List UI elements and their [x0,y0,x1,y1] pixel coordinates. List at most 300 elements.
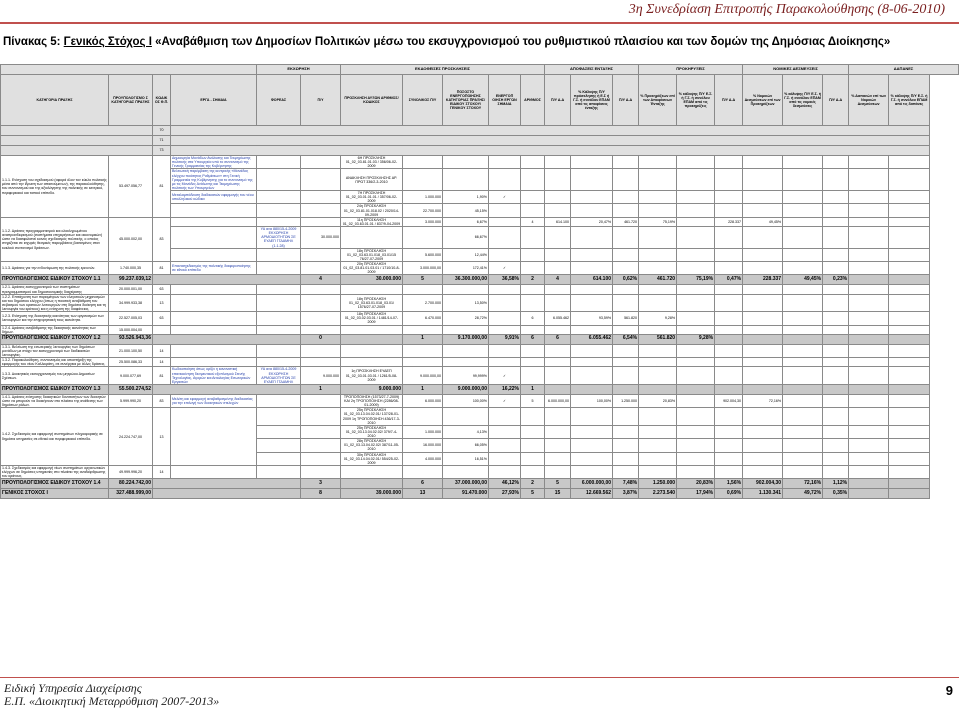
decision-coverage [571,367,613,385]
activation-percent [443,285,489,294]
fund-agency [257,169,301,191]
invitation-code [341,227,403,249]
procurement-budget [613,408,639,426]
procurement-percent: 9,28% [639,312,677,325]
invitation-code [341,358,403,367]
category-label: 1.1.3. Δράσεις για την ενδυνάμωση της πολιτικής ερευνών. [1,262,109,275]
category-code: 13 [153,294,171,312]
group-header: ΠΡΟΚΗΡΥΞΕΙΣ [639,65,743,75]
total-value: 6 [403,479,443,489]
legal-percent [743,358,783,367]
spend-budget [823,325,849,334]
decision-coverage: 20,47% [571,217,613,226]
procurement-coverage [677,169,715,191]
procurement-coverage [677,248,715,261]
activation-percent: 100,00% [443,394,489,407]
procurement-coverage [677,358,715,367]
decision-budget: 6.055.462 [545,312,571,325]
decision-coverage: 93,59% [571,312,613,325]
total-blank [153,479,301,489]
flagship-project [171,312,257,325]
total-budget-value: 99.237.039,12 [109,275,153,285]
total-value: 30.000.000 [341,275,403,285]
procurement-percent [639,285,677,294]
budget-value [301,358,341,367]
total-budget [403,358,443,367]
procurement-budget [613,358,639,367]
invitation-code: 20η ΠΡΟΣΚΛΗΣΗ 01_02_03.81.01.03.01 / 1710/10-8-2009 [341,262,403,275]
code-fill [171,136,930,146]
flagship-project [171,465,257,478]
procurement-budget: 461.720 [613,217,639,226]
procurement-budget [613,465,639,478]
spend-coverage [889,325,930,334]
flagship-check: ✓ [489,367,521,385]
total-value [677,384,715,394]
table-row [1,275,959,285]
category-code: 81 [153,156,171,218]
fund-agency: ΥΑ ανα 880/15-4-2009 ΕΚΧΩΡΗΣΗ ΑΡΜΟΔΙΟΤΗΤΩΝ ΣΕ ΕΥΔΕΠ ΓΓΔΑΜΗΛ (1.1.28) [257,227,301,249]
legal-percent [743,294,783,312]
group-header: ΝΟΜΙΚΕΣ ΔΕΣΜΕΥΣΕΙΣ [743,65,849,75]
spend-percent [849,191,889,204]
decision-count: 6 [521,312,545,325]
procurement-coverage [677,294,715,312]
total-value: 16,22% [489,384,521,394]
decision-budget [545,191,571,204]
flagship-project [171,204,257,217]
procurement-percent [639,367,677,385]
decision-budget [545,204,571,217]
table-row [1,384,959,394]
decision-budget [545,425,571,438]
procurement-coverage [677,452,715,465]
procurement-percent: 75,19% [639,217,677,226]
total-budget-value: 55.500.274,52 [109,384,153,394]
spend-coverage [889,217,930,226]
activation-percent: 172,41% [443,262,489,275]
decision-coverage [571,465,613,478]
budget-value [301,248,341,261]
total-value [889,334,930,344]
total-budget: 6.000.000 [403,394,443,407]
flagship-check [489,358,521,367]
total-value: 6.000.000,00 [571,479,613,489]
total-value: 1,56% [715,479,743,489]
total-value [849,384,889,394]
procurement-budget [613,156,639,169]
decision-coverage [571,191,613,204]
spend-percent [849,408,889,426]
total-value: 2 [521,479,545,489]
legal-percent [743,408,783,426]
legal-coverage [783,312,823,325]
column-header: ΚΑΤΗΓΟΡΙΑ ΠΡΑΞΗΣ [1,75,109,126]
column-header: Π/Υ Δ.Δ [613,75,639,126]
spend-percent [849,169,889,191]
decision-budget [545,248,571,261]
category-label: 1.4.3. Σχεδιασμός και εφαρμογή νέων συστημάτων οργανωτικών ελέγχων σε δημόσιες υπηρεσίες στο πλαίσιο της αναδιάρθρωσης του κράτους. [1,465,109,478]
procurement-percent [639,204,677,217]
spend-budget [823,156,849,169]
category-budget: 22.527.005,03 [109,312,153,325]
decision-count [521,358,545,367]
flagship-project [171,408,257,466]
decision-count [521,262,545,275]
legal-coverage [783,191,823,204]
spend-percent [849,394,889,407]
category-budget: 5.999.990,20 [109,394,153,407]
decision-budget [545,294,571,312]
decision-count [521,325,545,334]
category-label: 1.2.3. Ενίσχυση της διοικητικής ικανότητας των οργανισμών των λειτουργιών και την επιχειρησιακή τους ικανότητα. [1,312,109,325]
total-value [889,275,930,285]
procurement-budget [613,344,639,357]
spend-coverage [889,344,930,357]
total-value [715,334,743,344]
activation-percent: 4,13% [443,425,489,438]
decision-budget [545,408,571,426]
legal-coverage [783,408,823,426]
fund-agency [257,204,301,217]
invitation-code: ΑΝΑΚΛΗΣΗ ΠΡΟΣΚΛΗΣΗΣ ΑΡ. ΠΡΩΤ 336/2-3-2010 [341,169,403,191]
category-code: 81 [153,262,171,275]
total-budget: 4.000.000 [403,452,443,465]
total-value: 0,35% [823,489,849,499]
spend-coverage [889,408,930,426]
footer-rule [0,677,959,678]
activation-percent: 6,67% [443,217,489,226]
decision-count [521,344,545,357]
table-row [1,312,959,325]
procurement-budget [613,452,639,465]
spend-budget [823,439,849,452]
flagship-project: Δημιουργία Μονάδων Ανάλυσης και Τεκμηρίωσης πολιτικής στα Υπουργεία υπό το συντονισμό της Γενικής Γραμματείας της Κυβέρνησης [171,156,257,169]
spend-budget [823,262,849,275]
spend-budget [823,425,849,438]
activation-percent: 66,05% [443,439,489,452]
total-budget: 3.000.000,00 [403,262,443,275]
total-budget [403,169,443,191]
total-label: ΠΡΟΥΠΟΛΟΓΙΣΜΟΣ ΕΙΔΙΚΟΥ ΣΤΟΧΟΥ 1.2 [1,334,109,344]
theme-code: 70 [153,126,171,136]
procurement-percent [639,408,677,426]
flagship-check [489,248,521,261]
table-row [1,358,959,367]
total-value: 91.470.000 [443,489,489,499]
decision-budget [545,325,571,334]
flagship-project [171,217,257,226]
fund-agency [257,325,301,334]
legal-budget [715,408,743,426]
procurement-coverage [677,394,715,407]
spend-budget [823,408,849,426]
spend-coverage [889,394,930,407]
total-value: 27,93% [489,489,521,499]
decision-budget [545,465,571,478]
legal-percent [743,262,783,275]
budget-value [301,344,341,357]
legal-coverage [783,439,823,452]
procurement-percent [639,344,677,357]
decision-count [521,169,545,191]
total-value: 8 [301,489,341,499]
legal-coverage [783,248,823,261]
decision-count [521,294,545,312]
invitation-code: 11η ΠΡΟΣΚΛΗΣΗ 01_02_03.63.01.01 / 837/9-04-2009 [341,217,403,226]
spend-budget [823,169,849,191]
legal-budget [715,191,743,204]
total-budget: 1.000.000 [403,191,443,204]
decision-coverage [571,294,613,312]
legal-budget [715,294,743,312]
procurement-percent: 20,83% [639,394,677,407]
decision-count: 5 [521,394,545,407]
category-label: 1.3.2. Παρακολούθηση, συντονισμός και υποστήριξη της εφαρμογής του νέου Καλλικράτη, σε συνέργεια με άλλες δράσεις. [1,358,109,367]
flagship-check [489,204,521,217]
activation-percent: 13,50% [443,294,489,312]
legal-budget [715,325,743,334]
total-value: 75,19% [677,275,715,285]
legal-budget [715,425,743,438]
total-budget-value: 93.526.943,36 [109,334,153,344]
category-code: 13 [153,408,171,466]
procurement-coverage [677,227,715,249]
decision-coverage [571,425,613,438]
budget-value [301,408,341,426]
table-row [1,126,959,136]
invitation-code: 28η ΠΡΟΣΚΛΗΣΗ 01_02_03.13.04.02.02/ 387/11-05-2010 [341,439,403,452]
legal-percent [743,465,783,478]
flagship-project [171,344,257,357]
spend-budget [823,312,849,325]
total-budget: 2.700.000 [403,294,443,312]
total-value: 5 [545,479,571,489]
total-value: 15 [545,489,571,499]
decision-count [521,285,545,294]
total-value: 9,91% [489,334,521,344]
total-value: 1 [301,384,341,394]
spend-percent [849,325,889,334]
flagship-check [489,312,521,325]
legal-budget [715,169,743,191]
decision-count [521,439,545,452]
total-value [823,334,849,344]
total-value: 2.273.540 [639,489,677,499]
column-header: Π/Υ Δ.Δ [823,75,849,126]
budget-value [301,204,341,217]
column-header: % Νομικών Δεσμεύσεων επί των Προκηρύξεων [743,75,783,126]
total-value [715,384,743,394]
decision-count [521,156,545,169]
total-value: 9,28% [677,334,715,344]
invitation-code: 1η ΠΡΟΣΚΛΗΣΗ ΕΥΔΕΠ 01_02_03.01.03.01 / 1261/5-08-2009 [341,367,403,385]
decision-coverage [571,262,613,275]
decision-coverage [571,248,613,261]
invitation-code [341,325,403,334]
legal-coverage [783,465,823,478]
activation-percent [443,358,489,367]
legal-coverage [783,358,823,367]
table-row [1,146,959,156]
conference-header: 3η Συνεδρίαση Επιτροπής Παρακολούθησης (8-06-2010) [628,2,945,17]
budget-value [301,452,341,465]
legal-budget [715,344,743,357]
budget-value [301,439,341,452]
legal-percent [743,325,783,334]
code-blank [1,126,153,136]
spend-percent [849,227,889,249]
budget-value [301,285,341,294]
table-row [1,294,959,312]
table-row [1,344,959,357]
flagship-check: ✓ [489,394,521,407]
total-budget-value: 80.224.742,00 [109,479,153,489]
legal-coverage [783,204,823,217]
total-value: 0,69% [715,489,743,499]
total-value [849,489,889,499]
total-value [889,384,930,394]
flagship-check [489,425,521,438]
category-budget: 49.999.996,20 [109,465,153,478]
total-value: 46,12% [489,479,521,489]
column-header: % κάλυψης Π/Υ Ε.Σ. ή Γ.Σ. ή συνόλου ΕΠΑΜ από τις δαπάνες [889,75,930,126]
spend-coverage [889,425,930,438]
budget-value [301,169,341,191]
total-blank [153,384,301,394]
spend-budget [823,191,849,204]
column-header: Π/Υ [301,75,341,126]
fund-agency [257,452,301,465]
legal-budget [715,367,743,385]
total-value: 1 [403,384,443,394]
spend-coverage [889,312,930,325]
flagship-project [171,248,257,261]
category-label: 1.1.2. Δράσεις προγραμματισμού και ολοκληρωμένου αναπροσδιορισμού (συστήματα επιχειρήσεων και οικονομικών) ώστε να διασφαλιστεί κοινός σχεδιασμός πολιτικής, ο οποίος στηρίζεται σε ισχυρές θεσμικές παρεμβάσεις βασισμένες στον κυκλικό συντονισμό δράσεων. [1,217,109,261]
flagship-project [171,325,257,334]
fund-agency [257,294,301,312]
invitation-code [341,344,403,357]
category-label: 1.3.3. Διοικητικός εκσυγχρονισμός του μητρώου Δημοσίων Σχέσεων. [1,367,109,385]
fund-agency [257,285,301,294]
category-budget: 45.000.002,00 [109,217,153,261]
table-row [1,65,959,75]
total-label: ΓΕΝΙΚΟΣ ΣΤΟΧΟΣ Ι [1,489,109,499]
procurement-budget [613,325,639,334]
decision-coverage [571,227,613,249]
title-prefix: Πίνακας 5: [3,36,64,48]
legal-budget: 902.004,30 [715,394,743,407]
decision-budget [545,156,571,169]
decision-coverage [571,408,613,426]
total-value: 6 [521,334,545,344]
procurement-coverage [677,217,715,226]
total-budget: 16.000.000 [403,439,443,452]
decision-budget [545,262,571,275]
total-value: 7,48% [613,479,639,489]
legal-coverage [783,227,823,249]
table-row [1,75,959,126]
decision-coverage [571,204,613,217]
total-value: 49,72% [783,489,823,499]
legal-coverage [783,344,823,357]
fund-agency [257,465,301,478]
legal-budget [715,312,743,325]
total-budget [403,325,443,334]
spend-coverage [889,439,930,452]
title-rest: «Αναβάθμιση των Δημοσίων Πολιτικών μέσω του εκσυγχρονισμού του ρυθμιστικού πλαισίου και των δομών της Δημόσιας Διοίκησης» [151,36,891,48]
decision-budget [545,358,571,367]
procurement-coverage [677,367,715,385]
spend-percent [849,294,889,312]
column-header: Π/Υ Δ.Δ [715,75,743,126]
activation-percent: 1,90% [443,191,489,204]
procurement-budget [613,248,639,261]
total-value [889,489,930,499]
total-value: 39.000.000 [341,489,403,499]
flagship-project: Μεταλαμπάδευση διαδικασιών εφαρμογής του νέου υπαλληλικού κώδικα [171,191,257,204]
spend-percent [849,312,889,325]
spend-coverage [889,204,930,217]
total-value: 1.130.341 [743,489,783,499]
table-row [1,394,959,407]
decision-coverage [571,169,613,191]
group-header: ΔΑΠΑΝΕΣ [849,65,959,75]
category-label: 1.2.4. Δράσεις αναβάθμισης της διοικητικής ικανότητας των δήμων. [1,325,109,334]
total-value [341,479,403,489]
total-budget: 6.470.000 [403,312,443,325]
legal-percent [743,204,783,217]
total-value: 49,45% [783,275,823,285]
procurement-percent [639,294,677,312]
table-row [1,262,959,275]
legal-percent [743,452,783,465]
budget-value [301,191,341,204]
legal-coverage [783,294,823,312]
spend-budget [823,452,849,465]
fund-agency [257,358,301,367]
flagship-project [171,227,257,249]
total-budget: 1.000.000 [403,425,443,438]
legal-budget [715,262,743,275]
procurement-coverage [677,425,715,438]
activation-percent: 28,72% [443,312,489,325]
decision-coverage [571,358,613,367]
budget-value [301,217,341,226]
footer-agency: Ειδική Υπηρεσία Διαχείρισης [4,681,142,695]
table-row [1,325,959,334]
total-value [545,384,571,394]
code-fill [171,126,930,136]
column-header: ΑΡΙΘΜΟΣ [521,75,545,126]
decision-coverage [571,285,613,294]
column-header: % Προκηρύξεων επί των Αποφάσεων Ένταξης [639,75,677,126]
spend-budget [823,227,849,249]
flagship-project [171,285,257,294]
total-value: 561.820 [639,334,677,344]
procurement-percent [639,169,677,191]
column-header: ΣΥΝΟΛΙΚΟΣ Π/Υ [403,75,443,126]
total-budget [403,227,443,249]
activation-percent [443,169,489,191]
procurement-percent [639,325,677,334]
procurement-budget [613,204,639,217]
legal-percent [743,191,783,204]
invitation-code: 18η ΠΡΟΣΚΛΗΣΗ 01_02_03.63.01.018_03.01/ 1576/27-07-2009 [341,294,403,312]
total-value: 9.000.000,00 [443,384,489,394]
category-code: 83 [153,394,171,407]
category-budget: 53.497.056,77 [109,156,153,218]
